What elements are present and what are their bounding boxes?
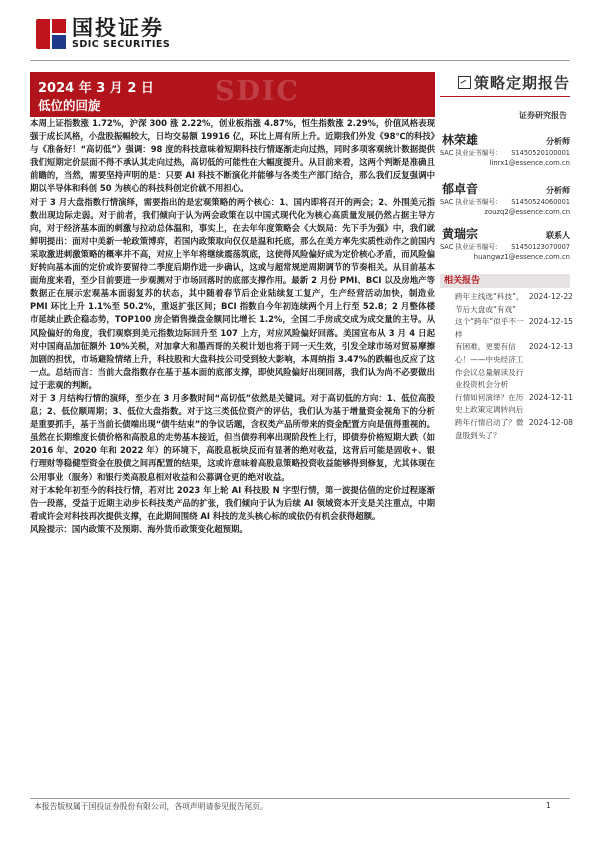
header-divider	[30, 60, 570, 61]
analyst-email[interactable]: zouzq2@essence.com.cn	[484, 208, 570, 216]
related-report-item[interactable]	[455, 417, 573, 442]
logo-mark-icon	[36, 19, 66, 49]
related-reports-list	[455, 291, 573, 442]
analyst-email[interactable]: huangwz1@essence.com.cn	[473, 253, 570, 261]
analyst-name: 郁卓音	[442, 182, 479, 196]
body-paragraph: 风险提示：国内政策不及预期、海外货币政策变化超预期。	[30, 523, 248, 534]
report-type-divider	[440, 96, 570, 97]
related-report-date: 2024-12-22	[528, 292, 573, 301]
related-report-item[interactable]	[455, 341, 573, 391]
analyst-card	[440, 225, 570, 263]
banner-watermark: SDIC	[215, 76, 301, 107]
report-body	[30, 117, 435, 536]
related-report-date: 2024-12-11	[528, 392, 573, 402]
brand-name-en: SDIC SECURITIES	[72, 39, 171, 50]
page-number: 1	[545, 801, 551, 810]
footer-disclaimer: 本报告版权属于国投证券股份有限公司，各项声明请参见报告尾页。	[34, 802, 268, 811]
analyst-name: 黄瑞宗	[442, 227, 479, 241]
brand-logo	[36, 17, 170, 50]
analyst-name: 林荣雄	[442, 133, 479, 147]
related-report-title[interactable]: 跨年主线选“科技”，节后大盘或“有戏”	[455, 292, 524, 314]
analyst-title: 联系人	[546, 231, 570, 240]
related-reports-title: 相关报告	[440, 274, 570, 288]
body-paragraph: 对于本轮年初至今的科技行情，若对比 2023 年上轮 AI 科技股 N 字型行情，第一波提估值的定价过程逐渐告一段落，受益于近期主动步长科技类产品的扩张，我们倾向于认为后续 AI 领域资本开支是关注重点，中期看或许会对科技再次提供支撑，在此期间围绕 AI 科技的龙头核心标的或依仍有机会获得超额。	[30, 484, 435, 521]
analyst-email[interactable]: linrx1@essence.com.cn	[489, 159, 570, 167]
report-type-header	[440, 72, 570, 92]
title-banner	[30, 72, 435, 117]
related-report-date: 2024-12-13	[528, 342, 573, 352]
report-subtitle: 低位的回旋	[38, 98, 101, 113]
analyst-sac: SAC 执业证书编号： S1450520100001	[440, 149, 570, 157]
related-report-title[interactable]: 跨年行情启动了？微盘股到头了？	[455, 417, 524, 440]
related-report-item[interactable]	[455, 316, 573, 341]
chart-icon	[458, 76, 471, 89]
related-report-item[interactable]	[455, 392, 573, 417]
analyst-title: 分析师	[546, 137, 570, 146]
report-category-label: 证券研究报告	[519, 111, 567, 120]
related-report-item[interactable]	[455, 291, 573, 316]
analyst-card	[440, 180, 570, 218]
related-report-date: 2024-12-15	[528, 317, 573, 327]
related-report-title[interactable]: 这个“跨年”似乎不一样	[455, 317, 524, 339]
related-report-title[interactable]: 行情如何演绎？在历史上政策定调转向后	[455, 392, 524, 415]
body-paragraph: 对于 3 月大盘指数行情演绎，需要指出的是宏观策略的两个核心：1、国内即将召开的两会；2、外围美元指数出现边际走弱。对于前者，我们倾向于认为两会政策在以中国式现代化为核心高质量发展仍然占据主导方向，对于经济基本面的刺激与拉动总体温和，事实上，在去年年度策略会《大娱局：先下手为强》中，我们就鲜明提出：面对中美新一轮政策博弈，若国内政策取向仅仅是温和托底，那么在美方率先实质性动作之前国内采取激进刺激策略的概率并不高，对应上半年将继续震荡筑底，这使得风险偏好成为定价核心矛盾，而风险偏好转向基本面的定价或许要留待二季度后期作进一步确认，这或与超常规逆周期调节的节奏相关。从目前基本面角度来看，至少目前要进一步观测对于市场回落时的底部支撑作用。最新 2 月份 PMI、BCI 以及房地产等数据正在展示宏观基本面弱复苏的状态，其中随着春节后企业陆续复工复产，生产经营活动加快，制造业 PMI 环比上升 1.1%至 50.2%，重返扩张区间；BCI 指数自今年初连续两个月上行至 52.8；2 月整体楼市延续止跌企稳态势，TOP100 房企销售操盘金额同比增长 1.2%，全国二手房成交成为成交量的主导。从风险偏好的角度，我们观察到美元指数边际回升至 107 上方，对应风险偏好回落。美国宣布从 3 月 4 日起对中国商品加征额外 10%关税，对加拿大和墨西哥的关税计划也将于同一天生效，引发全球市场对贸易摩擦加剧的担忧，市场避险情绪上升，科技股和大盘科技公司受到较大影响，本周纳指 3.47%的跌幅也反应了这一点。总结而言：当前大盘指数存在基于基本面的底部支撑，即使风险偏好出现回落，我们认为尚不必要做出过于悲观的判断。	[30, 196, 435, 390]
analyst-sac: SAC 执业证书编号： S1450123070007	[440, 243, 570, 251]
body-paragraph: 对于 3 月结构行情的演绎，至少在 3 月多数时间“高切低”依然是关键词。对于高切低的方向：1、低位高股息；2、低位顺周期；3、低位大盘指数。对于这三类低位资产的评估，我们认为基于增量资金视角下的分析是重要抓手，基于当前长债端出现“债牛结束”的争议话题，含权类产品所带来的资金配置方向是值得重视的。虽然在长期维度长债价格和高股息的走势基本接近，但当债券利率出现阶段性上行，即债券价格短期大跌（如 2016 年、2020 年和 2022 年）的环境下，高股息板块反而有显著的绝对收益，这背后可能是固收+、银行理财等稳健型资金在股债之间再配置的结果，这或许意味着高股息策略投资收益能够得到修复，尤其体现在公用事业（服务）和银行类高股息相对收益和公募调仓更的绝对收益。	[30, 392, 435, 482]
related-report-date: 2024-12-08	[528, 417, 573, 427]
body-paragraph: 本周上证指数涨 1.72%，沪深 300 涨 2.22%，创业板指涨 4.87%，恒生指数涨 2.29%，价值风格表现强于成长风格，小盘股振幅较大，日均交易额 19916 亿，环比上周有所上升。近期我们外发《98℃的科技》与《准备好！“高切低”》强调：98 度的科技意味着短期科技行情逐渐走向过热，同时多项客观统计数据提供我们短期定价层面不得不承认其走向过热，高切低的可能性在大幅度提升。从目前来看，这两个判断是准确且前瞻的，当然，需要坚持声明的是：只要 AI 科技不断演化并能够与各类生产部门结合，那么我们反复强调中期以半导体和科创 50 为核心的科技科创定价就不用担心。	[30, 118, 435, 194]
footer-divider	[30, 798, 570, 799]
analyst-sac: SAC 执业证书编号： S1450524060001	[440, 198, 570, 206]
analyst-card	[440, 131, 570, 169]
brand-name-cn: 国投证券	[72, 16, 164, 40]
report-type-label: 策略定期报告	[473, 73, 570, 92]
analyst-title: 分析师	[546, 186, 570, 195]
related-report-title[interactable]: 有困难，更要有信心！——中央经济工作会议总量解读及行业投资机会分析	[455, 342, 524, 390]
report-date: 2024 年 3 月 2 日	[38, 81, 154, 96]
